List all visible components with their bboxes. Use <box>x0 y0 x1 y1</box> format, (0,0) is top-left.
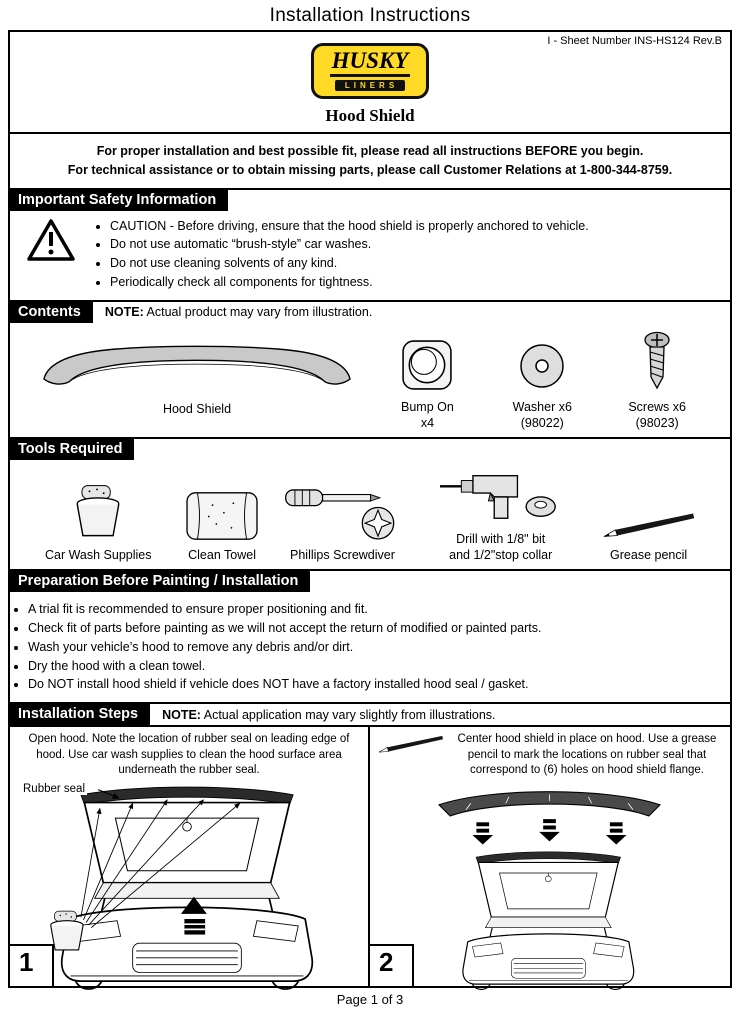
label-line: Phillips Screwdiver <box>290 547 395 562</box>
product-title: Hood Shield <box>325 106 415 125</box>
content-item-label <box>628 399 686 432</box>
content-item-screws <box>600 331 715 432</box>
section-safety <box>10 188 730 300</box>
steps-columns <box>10 725 730 986</box>
safety-header-row <box>10 190 730 211</box>
label-line: (98022) <box>520 415 564 430</box>
steps-header: Installation Steps <box>10 704 150 725</box>
tools-header: Tools Required <box>10 439 134 460</box>
label-line: x4 <box>420 415 435 430</box>
intro-line-2: For technical assistance or to obtain missing parts, please call Customer Relations at 1-800-344-8759. <box>67 162 673 177</box>
warning-triangle-icon <box>26 217 76 263</box>
step-2-car-illustration-icon <box>377 781 722 1013</box>
label-line: and 1/2"stop collar <box>449 547 553 562</box>
husky-liners-logo <box>311 43 430 99</box>
label-line: (98023) <box>635 415 679 430</box>
step-1-panel <box>10 727 370 986</box>
grease-pencil-icon <box>601 508 697 542</box>
step-2-text: Center hood shield in place on hood. Use a grease pencil to mark the locations on rubber seal that correspond to (6) holes on hood shield flange. <box>457 733 717 777</box>
step-2-illustration <box>377 781 723 1013</box>
car-wash-supplies-icon <box>65 484 131 542</box>
hood-shield-icon <box>32 337 362 393</box>
preparation-bullet: • A trial fit is recommended to ensure proper positioning and fit. <box>28 600 718 619</box>
tool-label <box>610 548 687 564</box>
intro-line-1: For proper installation and best possible fit, please read all instructions BEFORE you begin. <box>96 144 644 158</box>
safety-bullet: • Do not use cleaning solvents of any kind. <box>110 254 589 273</box>
sheet-number: I - Sheet Number INS-HS124 Rev.B <box>547 35 722 47</box>
content-item-hood-shield <box>24 337 370 431</box>
label-line: Screws x6 <box>628 399 686 414</box>
contents-header-row <box>10 302 730 323</box>
tool-car-wash-supplies <box>26 484 170 564</box>
preparation-bullet: • Check fit of parts before painting as we will not accept the return of modified or painted parts. <box>28 619 718 638</box>
step-2-header <box>377 732 723 779</box>
preparation-bullet: • Dry the hood with a clean towel. <box>28 657 718 676</box>
step-1-illustration <box>17 781 361 1007</box>
intro-text <box>10 132 730 188</box>
step-1-text: Open hood. Note the location of rubber seal on leading edge of hood. Use car wash supplies to clean the hood surface area underneath the rubber seal. <box>28 733 350 777</box>
contents-items-row <box>10 323 730 438</box>
label-line: Grease pencil <box>610 547 688 562</box>
tool-drill <box>411 466 590 563</box>
note-label: NOTE: <box>162 707 201 722</box>
washer-icon <box>517 341 567 391</box>
note-text: Actual product may vary from illustration. <box>146 305 373 319</box>
label-line: Washer x6 <box>512 399 572 414</box>
label-line: Clean Towel <box>188 547 256 562</box>
safety-bullet: • CAUTION - Before driving, ensure that the hood shield is properly anchored to vehicle. <box>110 217 589 236</box>
preparation-bullet-list <box>10 592 730 702</box>
logo-brand-text: HUSKY <box>330 49 411 77</box>
drill-icon <box>436 466 566 526</box>
document-frame <box>8 30 732 988</box>
label-line: Bump On <box>401 399 454 414</box>
steps-note <box>162 708 495 722</box>
tool-grease-pencil <box>590 508 707 564</box>
tool-clean-towel <box>170 490 273 564</box>
contents-header: Contents <box>10 302 93 323</box>
logo-sub-text: LINERS <box>335 80 405 91</box>
tool-label <box>188 548 256 564</box>
tool-phillips-screwdriver <box>274 484 412 564</box>
note-text: Actual application may vary slightly from illustrations. <box>203 707 496 722</box>
tool-label <box>290 548 395 564</box>
rubber-seal-callout: Rubber seal <box>23 782 86 795</box>
screw-icon <box>639 331 675 391</box>
steps-header-row <box>10 704 730 725</box>
section-contents <box>10 300 730 438</box>
note-label: NOTE: <box>104 305 144 319</box>
preparation-bullet: • Wash your vehicle’s hood to remove any debris and/or dirt. <box>28 638 718 657</box>
section-installation-steps <box>10 702 730 986</box>
brand-logo <box>10 43 730 99</box>
safety-bullet: • Do not use automatic “brush-style” car washes. <box>110 235 589 254</box>
preparation-bullet: • Do NOT install hood shield if vehicle does NOT have a factory installed hood seal / gasket. <box>28 675 718 694</box>
bump-on-icon <box>401 339 453 391</box>
step-2-panel <box>370 727 730 986</box>
step-1-car-illustration-icon <box>17 781 357 1007</box>
tools-items-row <box>10 460 730 569</box>
safety-header: Important Safety Information <box>10 190 228 211</box>
preparation-header-row <box>10 571 730 592</box>
content-item-bump-on <box>370 339 485 432</box>
tools-header-row <box>10 439 730 460</box>
safety-bullet-list <box>92 217 589 292</box>
clean-towel-icon <box>184 490 260 542</box>
label-line: Drill with 1/8" bit <box>456 532 546 546</box>
section-tools <box>10 437 730 569</box>
label-line: Car Wash Supplies <box>44 547 152 562</box>
safety-body <box>10 211 730 300</box>
safety-bullet: • Periodically check all components for tightness. <box>110 273 589 292</box>
page-title: Installation Instructions <box>269 5 471 26</box>
phillips-screwdriver-icon <box>282 484 402 542</box>
content-item-label <box>401 399 454 432</box>
tool-label <box>45 548 152 564</box>
grease-pencil-small-icon <box>377 732 445 756</box>
contents-note <box>105 305 372 319</box>
step-1-number-box: 1 <box>10 944 54 986</box>
content-item-washer <box>485 341 600 432</box>
label-line: Hood Shield <box>162 402 232 416</box>
preparation-header: Preparation Before Painting / Installation <box>10 571 310 592</box>
step-2-number-box: 2 <box>370 944 414 986</box>
page-footer: Page 1 of 3 <box>336 992 404 1007</box>
tool-label <box>449 532 552 563</box>
content-item-label <box>163 401 231 431</box>
content-item-label <box>513 399 572 432</box>
section-preparation <box>10 569 730 702</box>
